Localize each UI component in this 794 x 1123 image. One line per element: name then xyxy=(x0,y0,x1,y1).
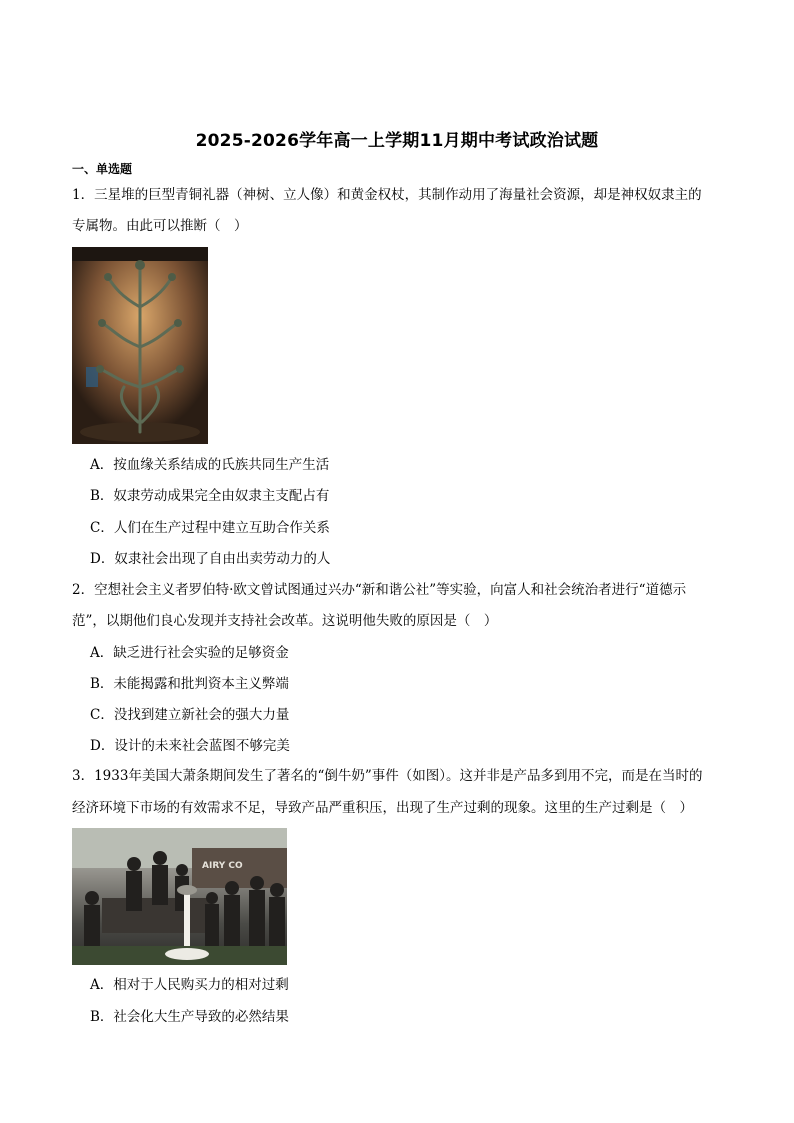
question-3-option-a: A．相对于人民购买力的相对过剩 xyxy=(90,977,289,993)
question-1-option-b: B．奴隶劳动成果完全由奴隶主支配占有 xyxy=(90,488,330,504)
question-2-line-2: 范”，以期他们良心发现并支持社会改革。这说明他失败的原因是（ ） xyxy=(72,613,498,629)
question-3-line-2: 经济环境下市场的有效需求不足，导致产品严重积压，出现了生产过剩的现象。这里的生产过剩是（ ） xyxy=(72,800,693,816)
question-2-line-1: 2．空想社会主义者罗伯特·欧文曾试图通过兴办“新和谐公社”等实验，向富人和社会统治者进行“道德示 xyxy=(72,582,687,598)
creamery-sign-text: AIRY CO xyxy=(202,861,243,871)
section-heading: 一、单选题 xyxy=(72,162,133,176)
question-2-option-b: B．未能揭露和批判资本主义弊端 xyxy=(90,676,289,692)
question-2-option-d: D．设计的未来社会蓝图不够完美 xyxy=(90,738,290,754)
question-1-option-c: C．人们在生产过程中建立互助合作关系 xyxy=(90,520,330,536)
milk-dumping-photo xyxy=(72,828,287,965)
question-3-line-1: 3．1933年美国大萧条期间发生了著名的“倒牛奶”事件（如图）。这并非是产品多到用不完，而是在当时的 xyxy=(72,768,703,784)
question-2-option-a: A．缺乏进行社会实验的足够资金 xyxy=(90,645,289,661)
question-2-option-c: C．没找到建立新社会的强大力量 xyxy=(90,707,290,723)
bronze-sacred-tree-photo xyxy=(72,247,208,444)
question-1-line-2: 专属物。由此可以推断（ ） xyxy=(72,218,248,234)
question-1-option-d: D．奴隶社会出现了自由出卖劳动力的人 xyxy=(90,551,331,567)
question-1-line-1: 1．三星堆的巨型青铜礼器（神树、立人像）和黄金权杖，其制作动用了海量社会资源，却是神权奴隶主的 xyxy=(72,187,702,203)
question-1-option-a: A．按血缘关系结成的氏族共同生产生活 xyxy=(90,457,330,473)
question-3-option-b: B．社会化大生产导致的必然结果 xyxy=(90,1009,289,1025)
document-title: 2025-2026学年高一上学期11月期中考试政治试题 xyxy=(195,131,599,151)
